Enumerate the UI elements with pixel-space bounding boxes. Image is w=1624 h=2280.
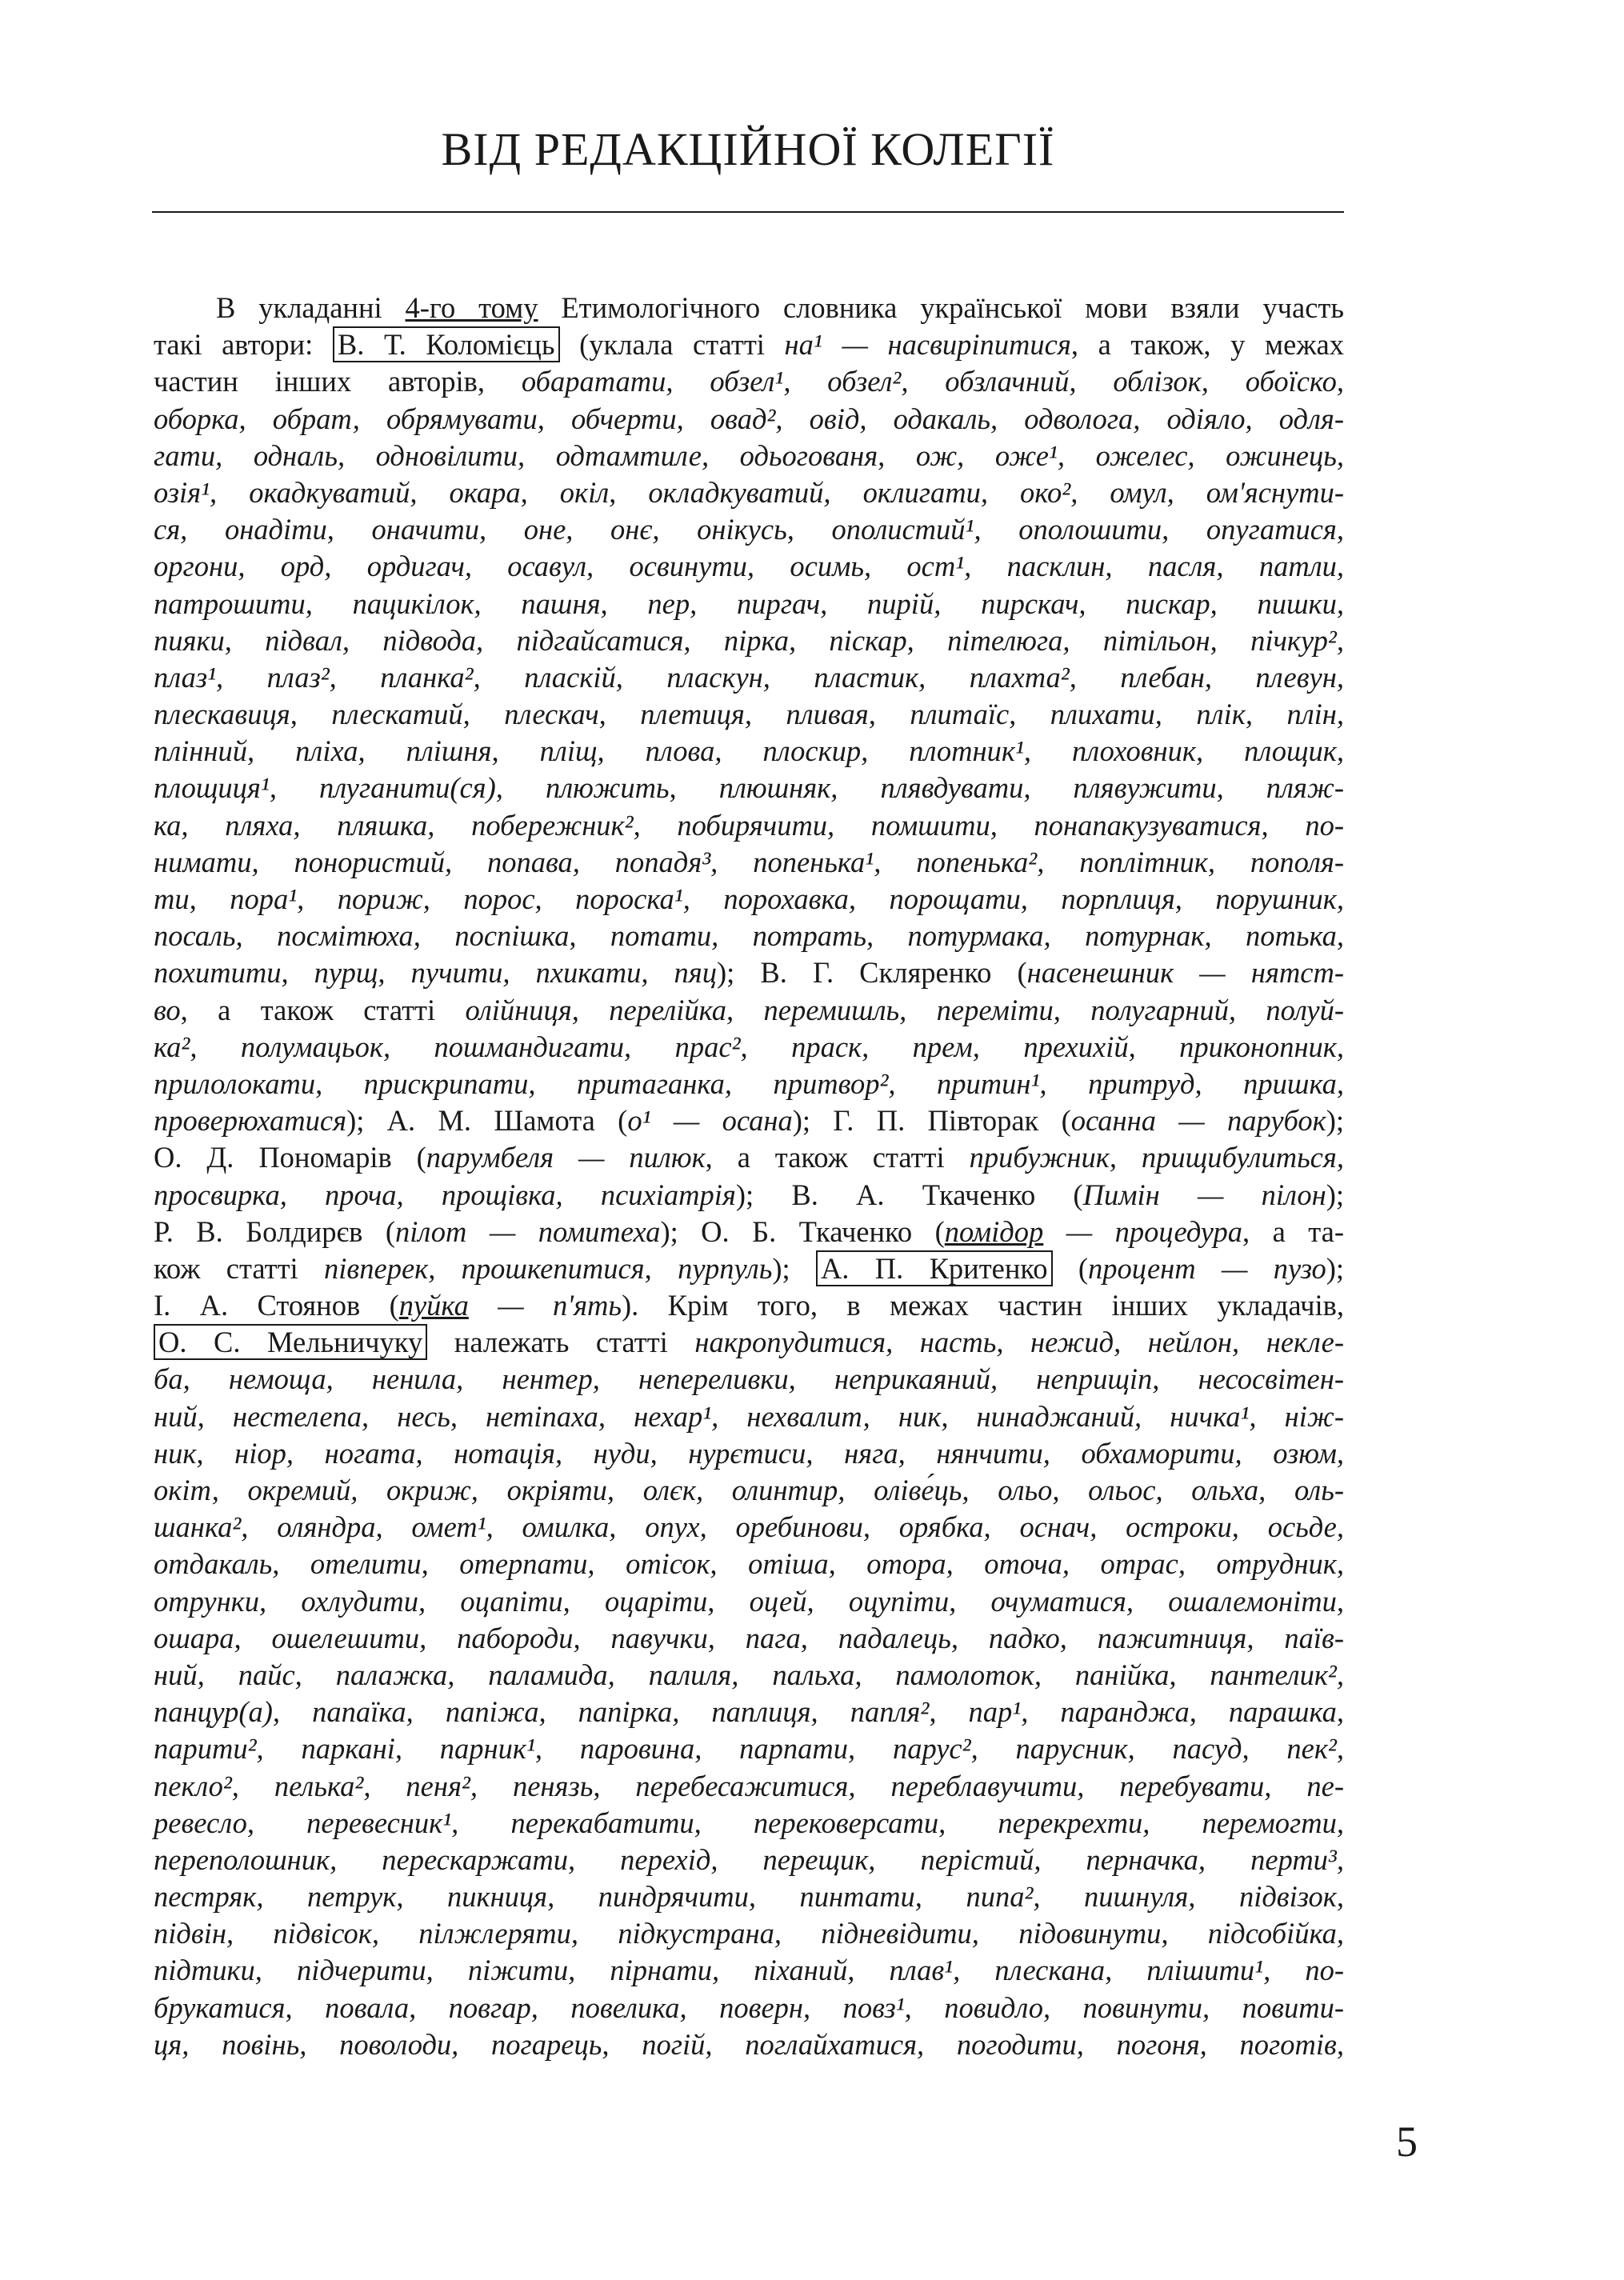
text-line bbox=[154, 1805, 1344, 1842]
text-line: проверюхатися); А. М. Шамота (о¹ — осана); Г. П. Півторак (осанна — парубок); bbox=[154, 1104, 1345, 1138]
entry-words: ся, онадіти, оначити, оне, онє, онікусь, ополистий¹, ополошити, опугатися, bbox=[154, 513, 1344, 546]
entry-words: насенешник — нятст- bbox=[1026, 956, 1345, 990]
text-line bbox=[154, 2026, 1344, 2063]
entry-words: брукатися, повала, повгар, повелика, поверн, повз¹, повидло, повинути, повити- bbox=[154, 1990, 1344, 2024]
underlined-text: 4-го тому bbox=[405, 291, 538, 324]
entry-words: ний, пайс, палажка, паламида, палиля, пальха, памолоток, панійка, пантелик², bbox=[154, 1658, 1344, 1691]
entry-words: Пимін — пілон bbox=[1082, 1178, 1326, 1211]
text-line bbox=[154, 1990, 1344, 2026]
text-line bbox=[154, 1915, 1344, 1952]
text-line bbox=[154, 474, 1344, 511]
text-line bbox=[154, 1509, 1344, 1546]
entry-words: пекло², пелька², пеня², пенязь, перебесажитися, переблавучити, перебувати, пе- bbox=[154, 1769, 1344, 1802]
entry-words: отдакаль, отелити, отерпати, отісок, отіша, отора, оточа, отрас, отрудник, bbox=[154, 1547, 1344, 1581]
entry-words: плінний, пліха, плішня, пліщ, плова, плоскир, плотник¹, плоховник, площик, bbox=[154, 734, 1344, 768]
entry-words: нимати, понористий, попава, попадя³, попенька¹, попенька², поплітник, пополя- bbox=[154, 845, 1344, 878]
entry-words: на¹ — насвиріпитися bbox=[784, 328, 1071, 362]
underlined-entry: помідор bbox=[944, 1214, 1044, 1248]
entry-words: прилолокати, прискрипати, притаганка, притвор², притин¹, притруд, пришка, bbox=[154, 1066, 1344, 1100]
entry-words: проверюхатися bbox=[154, 1104, 347, 1138]
entry-words: оргони, орд, ордигач, осавул, освинути, осимь, ост¹, пасклин, пасля, патли, bbox=[154, 550, 1344, 583]
text-line bbox=[154, 807, 1344, 844]
page-title: ВІД РЕДАКЦІЙНОЇ КОЛЕГІЇ bbox=[441, 123, 1055, 175]
entry-words: плескавиця, плескатий, плескач, плетиця, пливая, плитаїс, плихати, плік, плін, bbox=[154, 698, 1344, 731]
text-line bbox=[154, 548, 1344, 585]
entry-words: ця, повінь, поволоди, погарець, погій, поглайхатися, погодити, погоня, поготів, bbox=[154, 2027, 1344, 2061]
entry-words: олійниця, перелійка, перемишль, переміти, полугарний, полуй- bbox=[465, 993, 1344, 1026]
text-line: просвирка, проча, прощівка, психіатрія); В. А. Ткаченко (Пимін — пілон); bbox=[154, 1178, 1345, 1211]
text-line: кож статті півперек, прошкепитися, пурпуль); А. П. Критенко (процент — пузо); bbox=[154, 1251, 1345, 1285]
entry-words: ревесло, перевесник¹, перекабатити, перековерсати, перекрехти, перемогти, bbox=[154, 1806, 1344, 1839]
text-line bbox=[154, 1029, 1344, 1066]
entry-words: парумбеля — пилюк bbox=[426, 1141, 706, 1174]
text-line bbox=[154, 1878, 1344, 1915]
text-line bbox=[154, 659, 1344, 696]
entry-words: похитити, пурщ, пучити, пхикати, пяц bbox=[154, 956, 718, 990]
boxed-author-name: А. П. Критенко bbox=[816, 1250, 1053, 1286]
entry-words: ба, немоща, ненила, нентер, непереливки, неприкаяний, неприщіп, несосвітен- bbox=[154, 1362, 1344, 1396]
underlined-entry: пуйка bbox=[398, 1289, 469, 1322]
text-line: частин інших авторів, обаратати, обзел¹, обзел², обзлачний, облізок, обоїско, bbox=[154, 365, 1344, 398]
entry-words: переполошник, перескаржати, перехід, перещик, перістий, перначка, перти³, bbox=[154, 1842, 1344, 1876]
entry-words: — п'ять bbox=[468, 1289, 622, 1322]
text-line bbox=[154, 1842, 1344, 1878]
entry-words: шанка², оляндра, омет¹, омилка, опух, оребинови, орябка, оснач, остроки, осьде, bbox=[154, 1510, 1344, 1544]
page-number: 5 bbox=[1396, 2118, 1418, 2166]
text-line bbox=[154, 696, 1344, 733]
text-line bbox=[154, 1546, 1344, 1582]
entry-words: півперек, прошкепитися, пурпуль bbox=[324, 1251, 773, 1285]
text-line bbox=[154, 881, 1344, 918]
entry-words: пестряк, петрук, пикниця, пиндрячити, пинтати, пипа², пишнуля, підвізок, bbox=[154, 1880, 1344, 1914]
entry-words: ти, пора¹, пориж, порос, пороска¹, порохавка, порощати, порплиця, порушник, bbox=[154, 882, 1344, 915]
text-line bbox=[154, 1472, 1344, 1509]
text-line: О. Д. Пономарів (парумбеля — пилюк, а також статті прибужник, прищибулиться, bbox=[154, 1141, 1344, 1174]
entry-words: процент — пузо bbox=[1088, 1251, 1326, 1285]
entry-words: накропудитися, насть, нежид, нейлон, некле- bbox=[694, 1326, 1344, 1359]
text-line bbox=[154, 1361, 1344, 1398]
entry-words: о¹ — осана bbox=[627, 1104, 793, 1138]
text-line bbox=[154, 1435, 1344, 1472]
body-text bbox=[154, 290, 1344, 2063]
text-line bbox=[154, 586, 1344, 622]
text-line bbox=[154, 622, 1344, 659]
text-line bbox=[154, 918, 1344, 954]
text-line bbox=[154, 1583, 1344, 1620]
entry-words: площиця¹, плуганити(ся), плюжить, плюшняк, плявдувати, плявужити, пляж- bbox=[154, 771, 1344, 805]
entry-words: ник, ніор, ногата, нотація, нуди, нурєтиси, няга, нянчити, обхаморити, озюм, bbox=[154, 1436, 1344, 1470]
entry-words: парити², паркані, парник¹, паровина, парпати, парус², парусник, пасуд, пек², bbox=[154, 1732, 1344, 1766]
text-line bbox=[154, 511, 1344, 548]
entry-words: патрошити, пацикілок, пашня, пер, пиргач, пирій, пирскач, пискар, пишки, bbox=[154, 586, 1344, 620]
entry-words: панцур(а), папаїка, папіжа, папірка, паплиця, папля², пар¹, паранджа, парашка, bbox=[154, 1695, 1344, 1729]
boxed-author-name: В. Т. Коломієць bbox=[333, 326, 560, 362]
text-line bbox=[154, 1620, 1344, 1657]
title-rule bbox=[152, 211, 1344, 213]
text-line: І. А. Стоянов (пуйка — п'ять). Крім того, в межах частин інших укладачів, bbox=[154, 1289, 1344, 1322]
entry-words: пияки, підвал, підвода, підгайсатися, пірка, піскар, пітелюга, пітільон, пічкур², bbox=[154, 623, 1344, 657]
text-line: О. С. Мельничуку належать статті накропудитися, насть, нежид, нейлон, некле- bbox=[154, 1324, 1344, 1361]
text-line: во, а також статті олійниця, перелійка, перемишль, переміти, полугарний, полуй- bbox=[154, 993, 1344, 1026]
entry-words: — процедура bbox=[1043, 1214, 1243, 1248]
entry-words: обаратати, обзел¹, обзел², обзлачний, облізок, обоїско, bbox=[521, 365, 1344, 398]
text-line bbox=[154, 733, 1344, 770]
entry-words: ка, пляха, пляшка, побережник², побирячити, помшити, понапакузуватися, по- bbox=[154, 808, 1344, 842]
entry-words: ошара, ошелешити, пабороди, павучки, пага, падалець, падко, пажитниця, паїв- bbox=[154, 1621, 1344, 1654]
entry-words: осанна — парубок bbox=[1070, 1104, 1326, 1138]
text-line bbox=[154, 1694, 1344, 1730]
text-line bbox=[154, 438, 1344, 474]
entry-words: окіт, окремий, окриж, окріяти, олєк, олинтир, оліве́ць, ольо, ольос, ольха, оль- bbox=[154, 1474, 1344, 1506]
text-line bbox=[154, 1398, 1344, 1435]
entry-words: підтики, підчерити, піжити, пірнати, піханий, плав¹, плескана, плішити¹, по- bbox=[154, 1954, 1344, 1987]
entry-words: плаз¹, плаз², планка², пласкій, пласкун, пластик, плахта², плебан, плевун, bbox=[154, 660, 1344, 694]
entry-words: озія¹, окадкуватий, окара, окіл, окладкуватий, оклигати, око², омул, ом'яснути- bbox=[154, 475, 1344, 509]
entry-words: во bbox=[154, 993, 181, 1026]
entry-words: оборка, обрат, обрямувати, обчерти, овад², овід, одакаль, одволога, одіяло, одля- bbox=[154, 402, 1344, 435]
text-line bbox=[154, 401, 1344, 438]
entry-words: отрунки, охлудити, оцапіти, оцаріти, оцей, оцупіти, очуматися, ошалемоніти, bbox=[154, 1584, 1344, 1618]
entry-words: гати, одналь, одновілити, одтамтиле, одьогованя, ож, оже¹, ожелес, ожинець, bbox=[154, 438, 1344, 472]
entry-words: підвін, підвісок, пілжлеряти, підкустрана, підневідити, підовинути, підсобійка, bbox=[154, 1917, 1344, 1950]
text-line bbox=[154, 1066, 1344, 1102]
entry-words: прибужник, прищибулиться, bbox=[969, 1141, 1344, 1174]
text-line: Р. В. Болдирєв (пілот — помитеха); О. Б. Ткаченко (помідор — процедура, а та- bbox=[154, 1214, 1344, 1248]
entry-words: просвирка, проча, прощівка, психіатрія bbox=[154, 1178, 736, 1211]
entry-words: посаль, посмітюха, поспішка, потати, потрать, потурмака, потурнак, потька, bbox=[154, 919, 1344, 953]
text-line bbox=[154, 844, 1344, 881]
entry-words: пілот — помитеха bbox=[395, 1214, 661, 1248]
entry-words: ка², полумацьок, пошмандигати, прас², праск, прем, прехихій, приконопник, bbox=[154, 1030, 1344, 1063]
text-line bbox=[154, 1952, 1344, 1989]
text-line: похитити, пурщ, пучити, пхикати, пяц); В. Г. Скляренко (насенешник — нятст- bbox=[154, 956, 1345, 990]
text-line bbox=[154, 1768, 1344, 1805]
text-line bbox=[154, 1730, 1344, 1767]
text-line bbox=[154, 770, 1344, 806]
entry-words: ний, нестелепа, несь, нетіпаха, нехар¹, нехвалит, ник, нинаджаний, ничка¹, ніж- bbox=[154, 1399, 1344, 1433]
boxed-author-name: О. С. Мельничуку bbox=[154, 1324, 427, 1360]
text-line: такі автори: В. Т. Коломієць (уклала статті на¹ — насвиріпитися, а також, у межах bbox=[154, 328, 1345, 362]
text-line bbox=[154, 1657, 1344, 1694]
text-line: В укладанні 4-го тому Етимологічного словника української мови взяли участь bbox=[216, 291, 1344, 324]
